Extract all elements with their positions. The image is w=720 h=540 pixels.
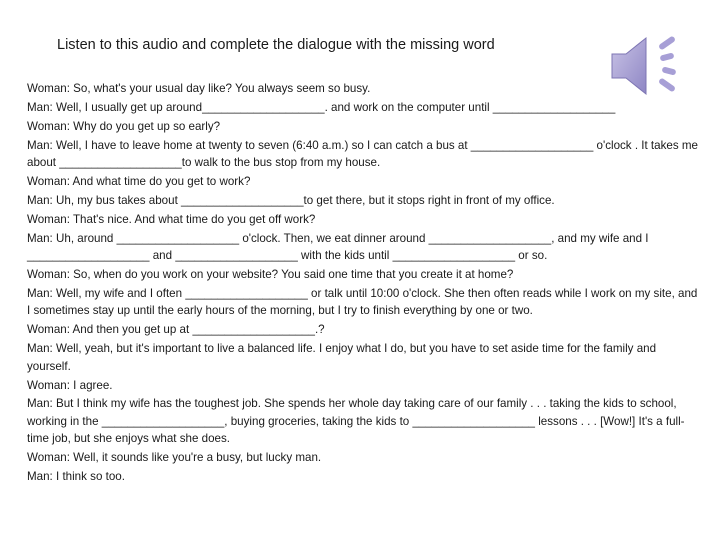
answer-blank[interactable]: ___________________ <box>492 100 616 114</box>
page-title: Listen to this audio and complete the dialogue with the missing word <box>57 37 495 53</box>
dialogue-line: Man: But I think my wife has the toughest job. She spends her whole day taking care of our family . . . taking the kids to school, working in the ___________________, buying groceries, taking the kids to ___________________ lessons . . . [Wow!] It's a full-time job, but she enjoys what she does. <box>27 397 685 446</box>
dialogue-line: Man: Well, yeah, but it's important to live a balanced life. I enjoy what I do, but you have to set aside time for the family and yourself. <box>27 342 657 373</box>
answer-blank[interactable]: ___________________ <box>175 249 298 263</box>
answer-blank[interactable]: ___________________ <box>27 249 150 263</box>
dialogue-line: Man: Uh, around ___________________ o'clock. Then, we eat dinner around ___________________, and my wife and I ___________________ and ___________________ with the kids until ___________________ or so. <box>27 231 649 263</box>
answer-blank[interactable]: ___________________ <box>101 414 225 428</box>
dialogue-line: Man: Well, I have to leave home at twenty to seven (6:40 a.m.) so I can catch a bus at ___________________ o'clock . It takes me about ___________________to walk to the bus stop from my house. <box>27 138 698 170</box>
dialogue-line: Woman: So, what's your usual day like? You always seem so busy. <box>27 82 371 95</box>
answer-blank[interactable]: ___________________ <box>470 138 594 152</box>
answer-blank[interactable]: ___________________ <box>185 286 308 300</box>
answer-blank[interactable]: ___________________ <box>202 100 325 114</box>
dialogue-line: Man: Well, my wife and I often ___________________ or talk until 10:00 o'clock. She then often reads while I work on my site, and I sometimes stay up until the early hours of the morning, but I try to finish everything by one or two. <box>27 286 698 318</box>
answer-blank[interactable]: ___________________ <box>181 193 304 207</box>
dialogue-line: Woman: And what time do you get to work? <box>27 175 251 189</box>
dialogue-line: Woman: That's nice. And what time do you get off work? <box>27 212 316 226</box>
dialogue <box>27 80 703 487</box>
answer-blank[interactable]: ___________________ <box>412 414 535 428</box>
dialogue-line: Woman: Why do you get up so early? <box>27 119 221 133</box>
dialogue-line: Woman: Well, it sounds like you're a busy, but lucky man. <box>27 451 322 465</box>
dialogue-line: Woman: And then you get up at ___________________.? <box>27 323 325 337</box>
answer-blank[interactable]: ___________________ <box>116 231 240 245</box>
dialogue-line: Man: I think so too. <box>27 470 125 484</box>
dialogue-line: Woman: So, when do you work on your website? You said one time that you create it at home? <box>27 268 514 282</box>
answer-blank[interactable]: ___________________ <box>59 156 182 170</box>
dialogue-line: Man: Well, I usually get up around___________________. and work on the computer until ___________________ <box>27 100 616 114</box>
dialogue-line: Man: Uh, my bus takes about ___________________to get there, but it stops right in front of my office. <box>27 193 555 207</box>
answer-blank[interactable]: ___________________ <box>192 323 315 337</box>
dialogue-line: Woman: I agree. <box>27 378 113 392</box>
answer-blank[interactable]: ___________________ <box>392 249 516 263</box>
answer-blank[interactable]: ___________________ <box>428 231 552 245</box>
